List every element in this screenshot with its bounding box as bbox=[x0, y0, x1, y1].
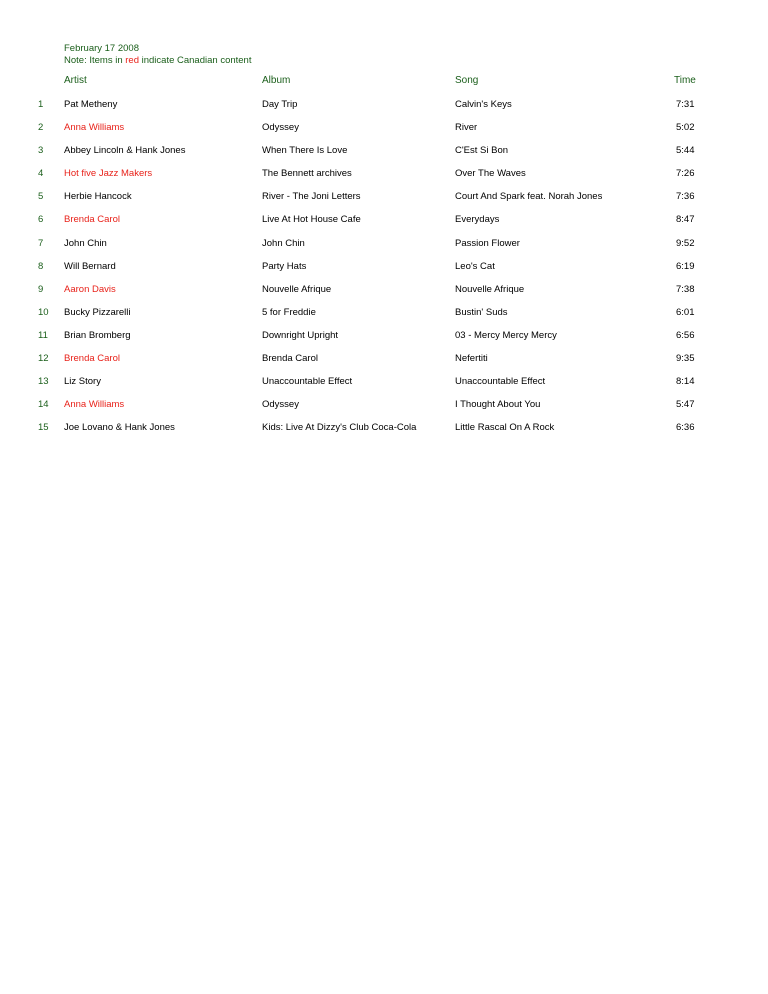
track-number: 7 bbox=[38, 237, 44, 249]
track-time: 8:47 bbox=[676, 214, 695, 226]
track-song: Nouvelle Afrique bbox=[455, 283, 525, 295]
track-album: 5 for Freddie bbox=[262, 306, 316, 318]
track-time: 5:02 bbox=[676, 122, 695, 134]
note-suffix: indicate Canadian content bbox=[138, 55, 252, 66]
track-album: Odyssey bbox=[262, 122, 299, 134]
track-song: Passion Flower bbox=[455, 237, 520, 249]
track-song: Court And Spark feat. Norah Jones bbox=[455, 191, 603, 203]
track-row bbox=[0, 191, 768, 214]
track-artist: John Chin bbox=[64, 237, 107, 249]
track-song: C'Est Si Bon bbox=[455, 145, 509, 157]
track-time: 7:36 bbox=[676, 191, 695, 203]
track-artist: Liz Story bbox=[64, 376, 101, 388]
column-headers bbox=[0, 75, 768, 87]
track-time: 7:26 bbox=[676, 168, 695, 180]
track-artist: Brenda Carol bbox=[64, 214, 120, 226]
playlist-header bbox=[64, 43, 251, 67]
track-number: 4 bbox=[38, 168, 44, 180]
note-prefix: Note: Items in bbox=[64, 55, 126, 66]
track-song: Over The Waves bbox=[455, 168, 526, 180]
track-time: 6:56 bbox=[676, 329, 695, 341]
column-header-song: Song bbox=[455, 75, 479, 86]
track-album: Brenda Carol bbox=[262, 353, 318, 365]
track-song: River bbox=[455, 122, 478, 134]
track-artist: Bucky Pizzarelli bbox=[64, 306, 131, 318]
track-artist: Brenda Carol bbox=[64, 353, 120, 365]
track-song: Unaccountable Effect bbox=[455, 376, 546, 388]
track-song: Little Rascal On A Rock bbox=[455, 422, 555, 434]
track-number: 5 bbox=[38, 191, 44, 203]
playlist-date: February 17 2008 bbox=[64, 43, 139, 54]
track-time: 9:52 bbox=[676, 237, 695, 249]
track-album: Downright Upright bbox=[262, 329, 339, 341]
track-artist: Anna Williams bbox=[64, 399, 125, 411]
track-row bbox=[0, 261, 768, 284]
track-number: 1 bbox=[38, 99, 44, 110]
track-row bbox=[0, 99, 768, 122]
track-row bbox=[0, 145, 768, 168]
track-time: 7:38 bbox=[676, 283, 695, 295]
track-artist: Hot five Jazz Makers bbox=[64, 168, 153, 180]
track-number: 9 bbox=[38, 283, 44, 295]
track-time: 5:47 bbox=[676, 399, 695, 411]
track-time: 7:31 bbox=[676, 99, 695, 110]
track-time: 8:14 bbox=[676, 376, 695, 388]
track-song: Nefertiti bbox=[455, 353, 488, 365]
track-time: 6:01 bbox=[676, 306, 695, 318]
column-header-time: Time bbox=[674, 75, 696, 86]
track-number: 2 bbox=[38, 122, 44, 134]
track-number: 10 bbox=[38, 306, 49, 318]
track-album: Unaccountable Effect bbox=[262, 376, 353, 388]
track-number: 3 bbox=[38, 145, 44, 157]
track-time: 5:44 bbox=[676, 145, 695, 157]
track-artist: Brian Bromberg bbox=[64, 329, 131, 341]
track-list bbox=[0, 99, 768, 445]
track-time: 6:36 bbox=[676, 422, 695, 434]
track-row bbox=[0, 376, 768, 399]
track-time: 9:35 bbox=[676, 353, 695, 365]
track-artist: Abbey Lincoln & Hank Jones bbox=[64, 145, 186, 157]
track-row bbox=[0, 284, 768, 307]
track-album: Live At Hot House Cafe bbox=[262, 214, 361, 226]
track-song: Everydays bbox=[455, 214, 500, 226]
track-number: 14 bbox=[38, 399, 49, 411]
track-number: 8 bbox=[38, 260, 44, 272]
track-album: When There Is Love bbox=[262, 145, 348, 157]
track-album: Kids: Live At Dizzy's Club Coca-Cola bbox=[262, 422, 417, 434]
track-number: 13 bbox=[38, 376, 49, 388]
track-row bbox=[0, 399, 768, 422]
track-song: I Thought About You bbox=[455, 399, 541, 411]
track-artist: Aaron Davis bbox=[64, 283, 116, 295]
track-row bbox=[0, 353, 768, 376]
track-song: Leo's Cat bbox=[455, 260, 495, 272]
track-artist: Will Bernard bbox=[64, 260, 116, 272]
track-row bbox=[0, 307, 768, 330]
track-row bbox=[0, 214, 768, 237]
track-row bbox=[0, 422, 768, 445]
track-album: The Bennett archives bbox=[262, 168, 352, 180]
canadian-content-note bbox=[64, 55, 251, 67]
track-artist: Herbie Hancock bbox=[64, 191, 132, 203]
track-artist: Anna Williams bbox=[64, 122, 125, 134]
track-number: 6 bbox=[38, 214, 44, 226]
track-artist: Joe Lovano & Hank Jones bbox=[64, 422, 175, 434]
track-row bbox=[0, 168, 768, 191]
track-album: Party Hats bbox=[262, 260, 307, 272]
track-song: 03 - Mercy Mercy Mercy bbox=[455, 329, 557, 341]
track-album: River - The Joni Letters bbox=[262, 191, 361, 203]
track-album: Nouvelle Afrique bbox=[262, 283, 332, 295]
track-song: Bustin' Suds bbox=[455, 306, 508, 318]
column-header-album: Album bbox=[262, 75, 291, 86]
track-album: Day Trip bbox=[262, 99, 298, 110]
track-artist: Pat Metheny bbox=[64, 99, 118, 110]
track-number: 11 bbox=[38, 329, 48, 341]
track-row bbox=[0, 122, 768, 145]
track-song: Calvin's Keys bbox=[455, 99, 512, 110]
track-album: John Chin bbox=[262, 237, 305, 249]
column-header-artist: Artist bbox=[64, 75, 87, 86]
track-time: 6:19 bbox=[676, 260, 695, 272]
track-number: 12 bbox=[38, 353, 49, 365]
track-number: 15 bbox=[38, 422, 49, 434]
note-red-word: red bbox=[125, 55, 139, 66]
track-album: Odyssey bbox=[262, 399, 299, 411]
track-row bbox=[0, 330, 768, 353]
track-row bbox=[0, 238, 768, 261]
